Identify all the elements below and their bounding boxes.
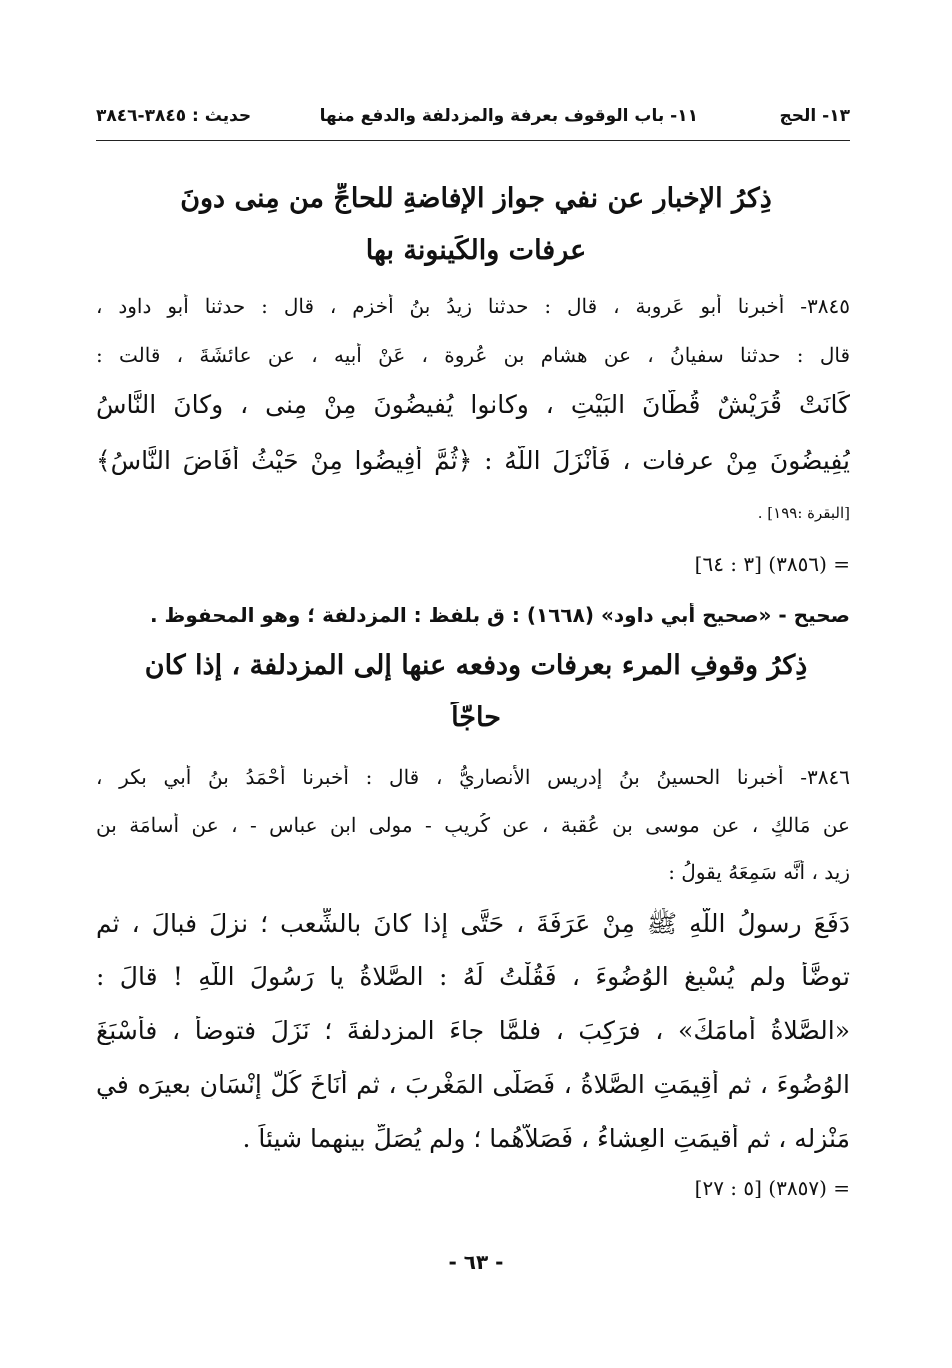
hadith-range: حديث : ٣٨٤٥-٣٨٤٦	[96, 106, 252, 126]
quran-citation: [البقرة :١٩٩] .	[757, 504, 850, 522]
book-title: ١٣- الحج	[779, 106, 850, 126]
running-header	[96, 98, 850, 134]
page-number: - ٦٣ -	[448, 1250, 504, 1274]
hadith-3845-cross-reference: = (٣٨٥٦) [٣ : ٦٤]	[694, 552, 850, 576]
hadith-3846-matn-line1: دَفَعَ رسولُ اللَّهِ ﷺ مِنْ عَرَفَةَ ، حَتَّى إذا كانَ بالشِّعب ؛ نزلَ فبالَ ، ثم	[96, 909, 850, 938]
hadith-3846-isnad-line2: عن مَالكٍ ، عن موسى بنِ عُقبة ، عن كُريبٍ - مولى ابنِ عباس - ، عن أسامَة بن	[96, 813, 850, 837]
hadith-3846-isnad-line1: ٣٨٤٦- أخبرنا الحسينُ بنُ إدريس الأنصاريُّ ، قال : أخبرنا أَحْمَدُ بنُ أبي بكرٍ ،	[96, 765, 850, 789]
hadith-3845-isnad-line1: ٣٨٤٥- أخبرنا أبو عَروبة ، قال : حدثنا زيدُ بنُ أخزم ، قال : حدثنا أبو داود ،	[96, 294, 850, 318]
section2-heading-line1: ذِكرُ وقوفِ المرء بعرفات ودفعه عنها إلى المزدلفة ، إذا كان	[144, 650, 808, 681]
chapter-title: ١١- باب الوقوف بعرفة والمزدلفة والدفع منها	[319, 106, 698, 126]
hadith-3845-isnad-line2: قال : حدثنا سفيانُ ، عن هشام بن عُروة ، عَنْ أبيه ، عن عائشَةَ ، قالت :	[96, 343, 850, 367]
hadith-3846-isnad-line3: زيد ، أنَّه سَمِعَهُ يقولُ :	[668, 860, 850, 884]
section2-heading-line2: حاجّاً	[451, 702, 501, 733]
section1-heading-line1: ذِكرُ الإخبارِ عن نفي جواز الإفاضةِ للحاجِّ من مِنى دونَ	[180, 183, 772, 214]
hadith-3846-cross-reference: = (٣٨٥٧) [٥ : ٢٧]	[694, 1176, 850, 1200]
hadith-3846-matn-line4: الوُضُوءَ ، ثم أُقِيمَتِ الصَّلاةُ ، فَصَلَّى المَغْرِبَ ، ثم أَنَاخَ كُلُّ إنْسَانٍ بعيرَه في	[96, 1070, 850, 1099]
hadith-3846-matn-line3: «الصَّلاةُ أمامَكَ» ، فرَكِبَ ، فلمَّا جاءَ المزدلفةَ ؛ نَزَلَ فتوضأَ ، فأَسْبَغَ	[96, 1016, 850, 1045]
hadith-3845-matn-line1: كَانَتْ قُرَيْشٌ قُطَّانَ البَيْتِ ، وكانوا يُفيضُونَ مِنْ مِنى ، وكانَ النَّاسُ	[96, 390, 850, 419]
hadith-3846-matn-line2: توضَّأ ولم يُسْبِغِ الوُضُوءَ ، فَقُلْتُ لَهُ : الصَّلاةُ يا رَسُولَ اللَّهِ ! قالَ :	[96, 962, 850, 991]
hadith-3846-matn-line5: مَنْزِله ، ثم أُقيمَتِ العِشاءُ ، فَصَلاَّهُما ؛ ولم يُصَلِّ بينهما شيئاً .	[242, 1124, 850, 1153]
hadith-3845-grading: صحيح - «صحيح أبي داود» (١٦٦٨) : ق بلفظ : المزدلفة ؛ وهو المحفوظ .	[150, 603, 850, 627]
hadith-3845-matn-line2: يُفِيضُونَ مِنْ عرفات ، فَأَنْزَلَ اللَّهُ : ﴿ثُمَّ أَفِيضُوا مِنْ حَيْثُ أَفَاضَ النَّاسُ﴾	[96, 446, 850, 475]
section1-heading-line2: عرفات والكَينونة بها	[365, 235, 587, 266]
header-rule	[96, 140, 850, 141]
